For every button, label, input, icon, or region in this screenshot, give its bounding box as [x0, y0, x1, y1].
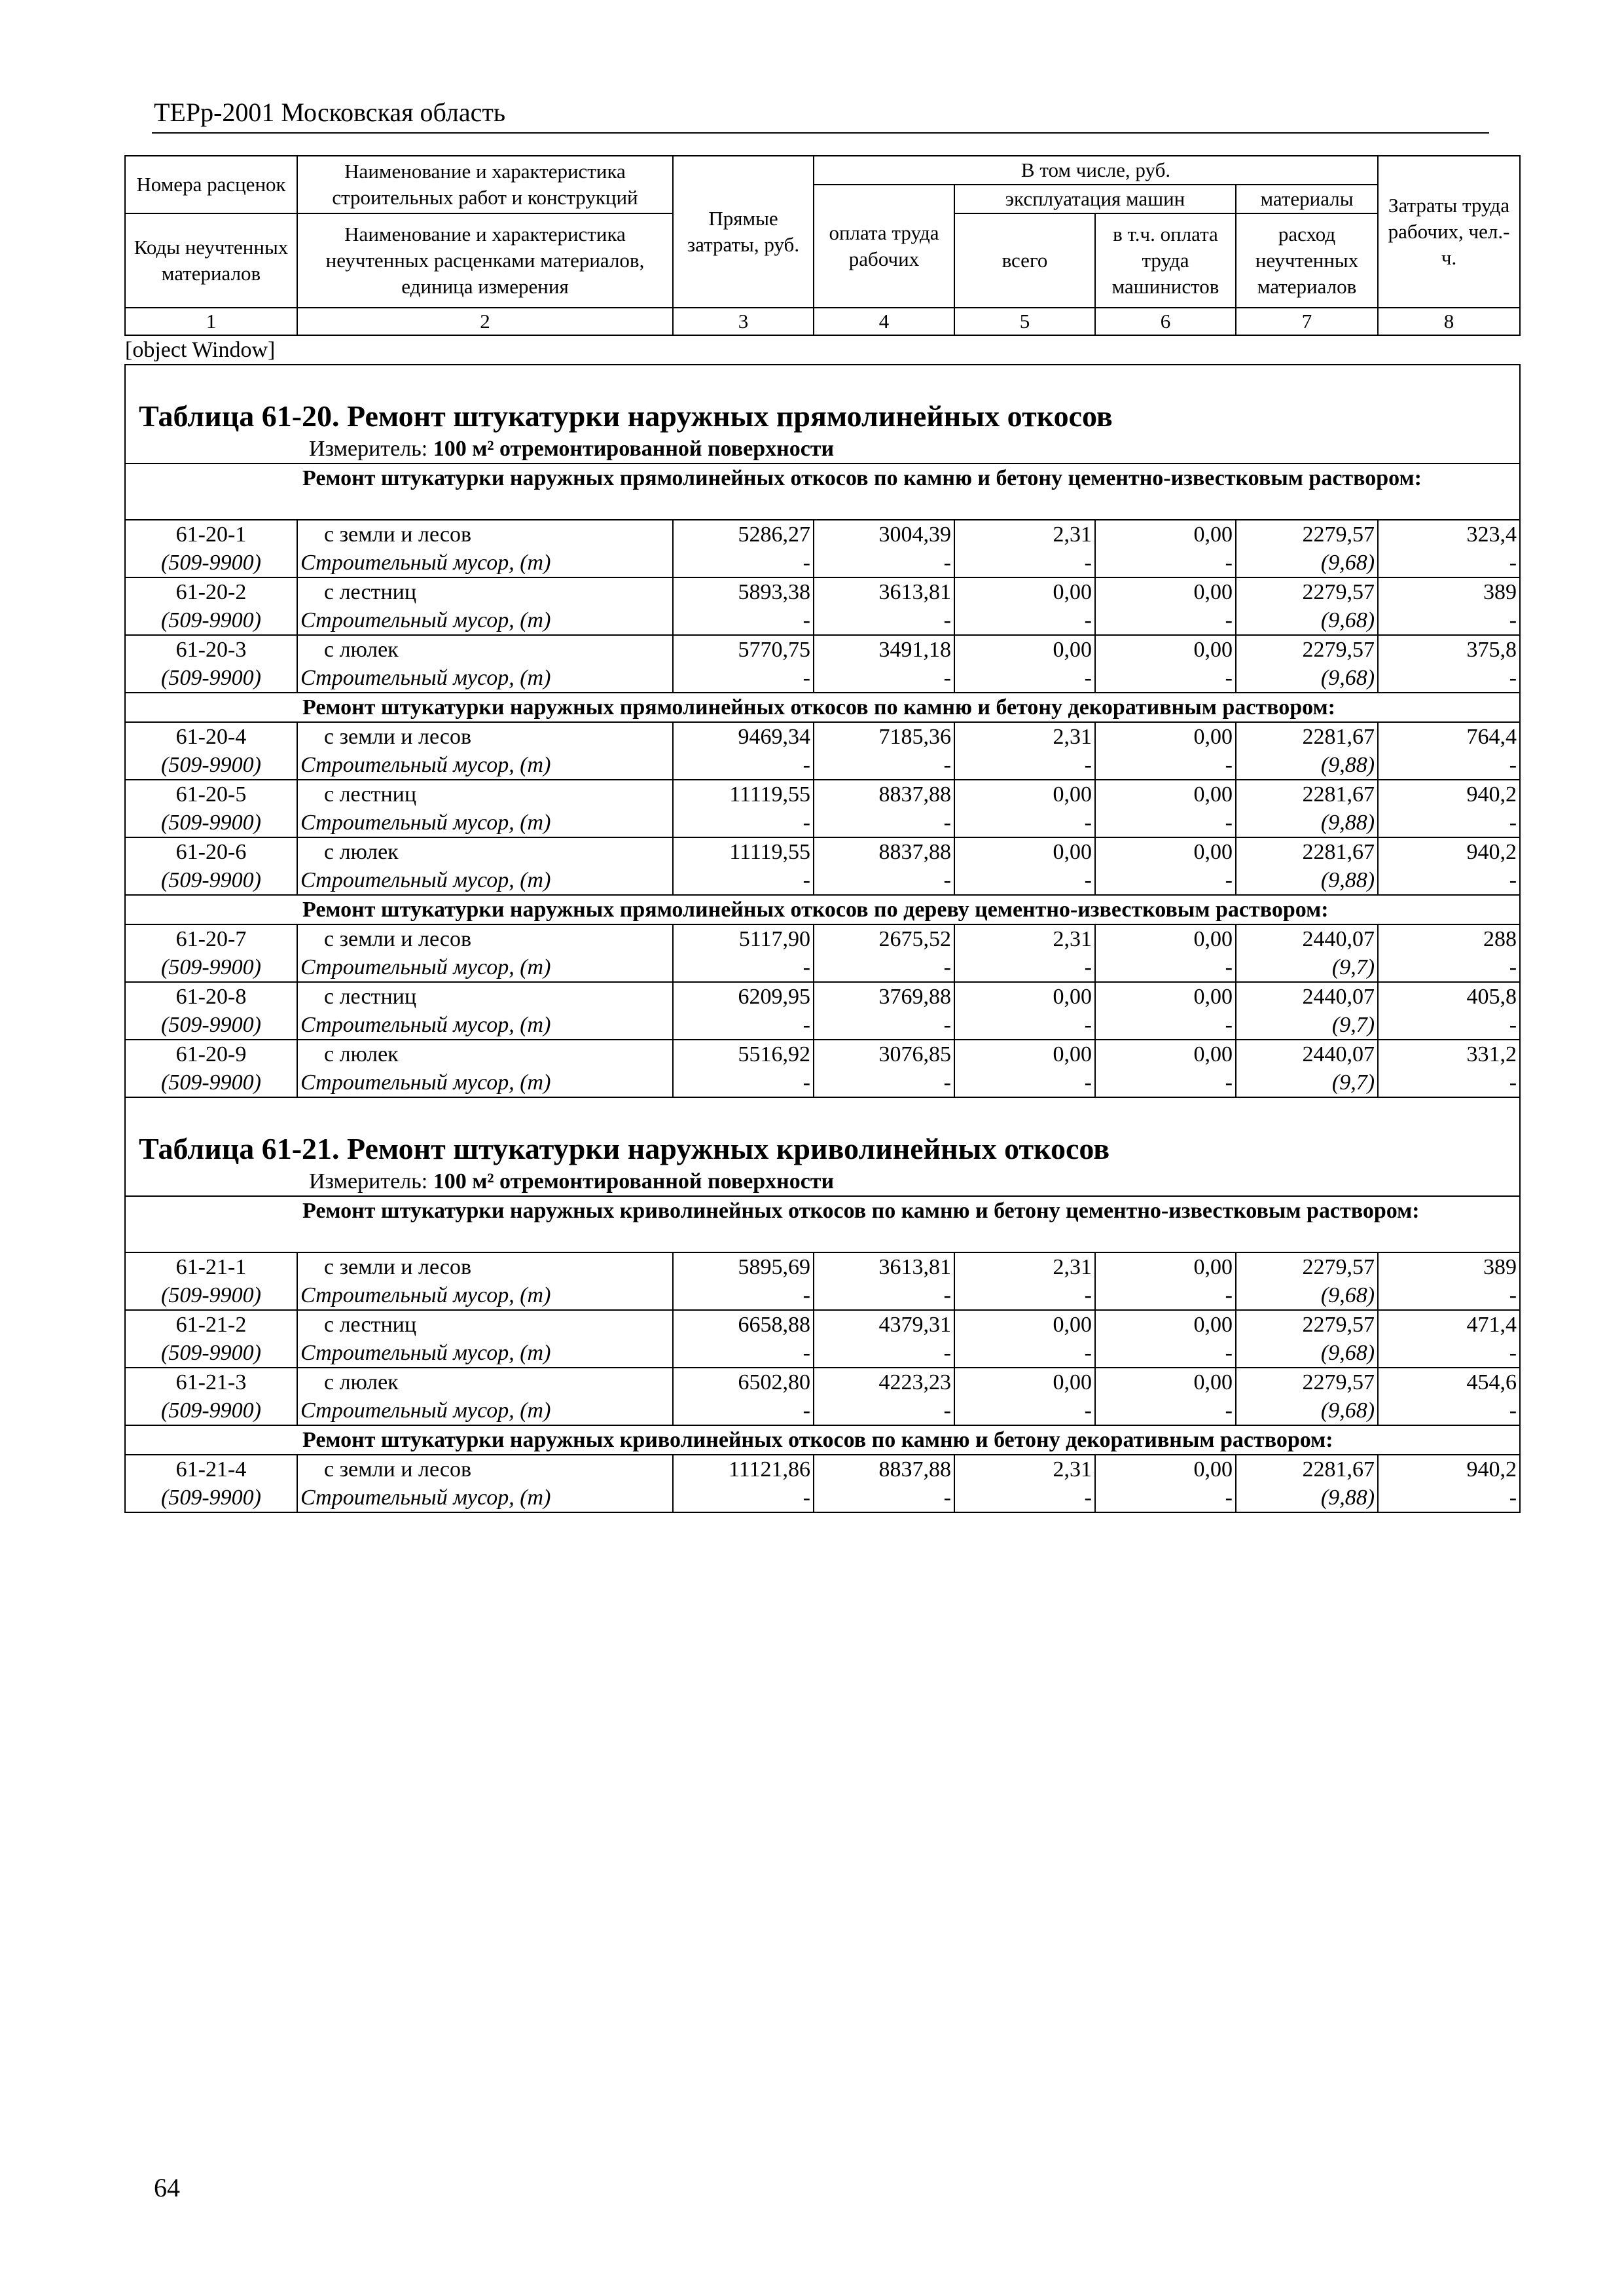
- col-number: 5: [954, 308, 1095, 335]
- dash-cell: -: [954, 1339, 1095, 1368]
- worker-pay: 4379,31: [814, 1310, 954, 1339]
- worker-pay: 3004,39: [814, 520, 954, 549]
- work-name: с лестниц: [297, 577, 673, 606]
- rate-code: 61-20-1: [125, 520, 297, 549]
- header-material-names: Наименование и характеристика неучтенных расценками материалов, единица измерения: [297, 213, 673, 308]
- dash-cell: -: [1095, 664, 1236, 693]
- material-code: (509-9900): [125, 549, 297, 577]
- meter-value: 100 м² отремонтированной поверхности: [433, 1169, 835, 1194]
- section-heading: Ремонт штукатурки наружных криволинейных откосов по камню и бетону цементно-известковым раствором:: [125, 1196, 1520, 1252]
- dash-cell: -: [1095, 606, 1236, 635]
- material-row: [125, 1339, 1520, 1368]
- material-name: Строительный мусор, (т): [297, 751, 673, 780]
- machinist-pay: 0,00: [1095, 837, 1236, 866]
- rate-code: 61-20-4: [125, 722, 297, 751]
- table-row: [125, 520, 1520, 549]
- dash-cell: -: [1095, 866, 1236, 895]
- header-including: В том числе, руб.: [814, 156, 1378, 185]
- materials-cost: 2279,57: [1236, 520, 1378, 549]
- material-name: Строительный мусор, (т): [297, 1339, 673, 1368]
- material-row: [125, 1281, 1520, 1310]
- worker-pay: 8837,88: [814, 837, 954, 866]
- dash-cell: -: [814, 1068, 954, 1097]
- meter-label: Измеритель:: [309, 1169, 428, 1194]
- worker-pay: 3613,81: [814, 1252, 954, 1281]
- work-name: с земли и лесов: [297, 1252, 673, 1281]
- dash-cell: -: [1095, 1068, 1236, 1097]
- dash-cell: -: [673, 953, 814, 982]
- dash-cell: -: [814, 1396, 954, 1425]
- labor-hours: 288: [1378, 924, 1520, 953]
- table-header: [125, 156, 1520, 335]
- work-name: с люлек: [297, 635, 673, 664]
- header-machinist-pay: в т.ч. оплата труда машинистов: [1095, 213, 1236, 308]
- direct-costs: 6209,95: [673, 982, 814, 1011]
- machinist-pay: 0,00: [1095, 982, 1236, 1011]
- dash-cell: -: [673, 866, 814, 895]
- material-quantity: (9,68): [1236, 1339, 1378, 1368]
- worker-pay: 3491,18: [814, 635, 954, 664]
- rate-code: 61-20-2: [125, 577, 297, 606]
- materials-cost: 2440,07: [1236, 924, 1378, 953]
- material-quantity: (9,68): [1236, 1281, 1378, 1310]
- rate-code: 61-20-5: [125, 780, 297, 809]
- material-quantity: (9,68): [1236, 664, 1378, 693]
- table-row: [125, 780, 1520, 809]
- materials-cost: 2440,07: [1236, 1040, 1378, 1068]
- dash-cell: -: [814, 1281, 954, 1310]
- dash-cell: -: [814, 1339, 954, 1368]
- labor-hours: 764,4: [1378, 722, 1520, 751]
- dash-cell: -: [673, 809, 814, 837]
- meter-row: [125, 1167, 1520, 1196]
- header-materials: материалы: [1236, 185, 1378, 213]
- section-heading-row: [125, 464, 1520, 520]
- table-row: [125, 837, 1520, 866]
- labor-hours: 940,2: [1378, 780, 1520, 809]
- machines-total: 0,00: [954, 1368, 1095, 1396]
- table-row: [125, 577, 1520, 606]
- material-quantity: (9,7): [1236, 953, 1378, 982]
- material-name: Строительный мусор, (т): [297, 866, 673, 895]
- machines-total: 0,00: [954, 1310, 1095, 1339]
- material-quantity: (9,68): [1236, 549, 1378, 577]
- materials-cost: 2279,57: [1236, 1310, 1378, 1339]
- table-title-row: [125, 365, 1520, 435]
- material-quantity: (9,68): [1236, 1396, 1378, 1425]
- rate-code: 61-21-2: [125, 1310, 297, 1339]
- work-name: с земли и лесов: [297, 520, 673, 549]
- worker-pay: 3769,88: [814, 982, 954, 1011]
- dash-cell: -: [1378, 1068, 1520, 1097]
- rate-code: 61-20-7: [125, 924, 297, 953]
- material-code: (509-9900): [125, 1396, 297, 1425]
- table-row: [125, 1310, 1520, 1339]
- dash-cell: -: [954, 751, 1095, 780]
- dash-cell: -: [1378, 866, 1520, 895]
- materials-cost: 2279,57: [1236, 1252, 1378, 1281]
- table-61-21: [125, 1097, 1520, 1512]
- material-row: [125, 1068, 1520, 1097]
- dash-cell: -: [814, 664, 954, 693]
- machinist-pay: 0,00: [1095, 520, 1236, 549]
- dash-cell: -: [673, 1396, 814, 1425]
- direct-costs: 5895,69: [673, 1252, 814, 1281]
- direct-costs: 6658,88: [673, 1310, 814, 1339]
- material-quantity: (9,88): [1236, 1484, 1378, 1512]
- dash-cell: -: [814, 866, 954, 895]
- column-numbers-row: [125, 308, 1520, 335]
- header-worker-pay: оплата труда рабочих: [814, 185, 954, 308]
- material-quantity: (9,88): [1236, 809, 1378, 837]
- material-code: (509-9900): [125, 606, 297, 635]
- material-row: [125, 606, 1520, 635]
- direct-costs: 11119,55: [673, 780, 814, 809]
- section-heading: Ремонт штукатурки наружных прямолинейных откосов по дереву цементно-известковым раствором:: [125, 895, 1520, 924]
- material-code: (509-9900): [125, 866, 297, 895]
- header-work-name: Наименование и характеристика строительных работ и конструкций: [297, 156, 673, 213]
- labor-hours: 389: [1378, 1252, 1520, 1281]
- material-row: [125, 809, 1520, 837]
- section-heading: Ремонт штукатурки наружных прямолинейных откосов по камню и бетону декоративным раствором:: [125, 693, 1520, 722]
- material-row: [125, 1484, 1520, 1512]
- dash-cell: -: [673, 1281, 814, 1310]
- materials-cost: 2440,07: [1236, 982, 1378, 1011]
- material-name: Строительный мусор, (т): [297, 1484, 673, 1512]
- rate-code: 61-21-4: [125, 1455, 297, 1484]
- dash-cell: -: [954, 606, 1095, 635]
- dash-cell: -: [814, 751, 954, 780]
- machinist-pay: 0,00: [1095, 722, 1236, 751]
- dash-cell: -: [954, 953, 1095, 982]
- direct-costs: 6502,80: [673, 1368, 814, 1396]
- machines-total: 0,00: [954, 837, 1095, 866]
- labor-hours: 454,6: [1378, 1368, 1520, 1396]
- material-code: (509-9900): [125, 1281, 297, 1310]
- machinist-pay: 0,00: [1095, 1310, 1236, 1339]
- worker-pay: 2675,52: [814, 924, 954, 953]
- dash-cell: -: [1095, 1281, 1236, 1310]
- work-name: с лестниц: [297, 1310, 673, 1339]
- machinist-pay: 0,00: [1095, 1455, 1236, 1484]
- machines-total: 0,00: [954, 577, 1095, 606]
- materials-cost: 2279,57: [1236, 577, 1378, 606]
- work-name: с лестниц: [297, 982, 673, 1011]
- material-row: [125, 866, 1520, 895]
- dash-cell: -: [673, 1068, 814, 1097]
- table-row: [125, 1368, 1520, 1396]
- direct-costs: 5516,92: [673, 1040, 814, 1068]
- labor-hours: 389: [1378, 577, 1520, 606]
- direct-costs: 5893,38: [673, 577, 814, 606]
- dash-cell: -: [814, 953, 954, 982]
- machinist-pay: 0,00: [1095, 924, 1236, 953]
- dash-cell: -: [673, 1011, 814, 1040]
- section-heading-row: [125, 1425, 1520, 1455]
- header-labor-costs: Затраты труда рабочих, чел.-ч.: [1378, 156, 1520, 308]
- price-table: [124, 155, 1521, 1513]
- material-code: (509-9900): [125, 953, 297, 982]
- labor-hours: 940,2: [1378, 1455, 1520, 1484]
- material-quantity: (9,88): [1236, 751, 1378, 780]
- dash-cell: -: [1378, 1011, 1520, 1040]
- direct-costs: 5117,90: [673, 924, 814, 953]
- worker-pay: 4223,23: [814, 1368, 954, 1396]
- machines-total: 2,31: [954, 1455, 1095, 1484]
- materials-cost: 2281,67: [1236, 780, 1378, 809]
- rate-code: 61-20-9: [125, 1040, 297, 1068]
- header-material-codes: Коды неучтенных материалов: [125, 213, 297, 308]
- table-row: [125, 1252, 1520, 1281]
- dash-cell: -: [1378, 953, 1520, 982]
- direct-costs: 11119,55: [673, 837, 814, 866]
- material-name: Строительный мусор, (т): [297, 1011, 673, 1040]
- machines-total: 0,00: [954, 780, 1095, 809]
- rate-code: 61-21-3: [125, 1368, 297, 1396]
- materials-cost: 2279,57: [1236, 1368, 1378, 1396]
- running-head: ТЕРр-2001 Московская область: [154, 98, 506, 127]
- dash-cell: -: [954, 1484, 1095, 1512]
- meter-row: [125, 435, 1520, 464]
- machines-total: 0,00: [954, 635, 1095, 664]
- dash-cell: -: [673, 664, 814, 693]
- machines-total: 2,31: [954, 520, 1095, 549]
- meter-value: 100 м² отремонтированной поверхности: [433, 437, 835, 461]
- dash-cell: -: [1095, 1011, 1236, 1040]
- material-row: [125, 751, 1520, 780]
- table-title-row: [125, 1097, 1520, 1167]
- dash-cell: -: [1095, 1396, 1236, 1425]
- dash-cell: -: [954, 866, 1095, 895]
- material-name: Строительный мусор, (т): [297, 549, 673, 577]
- material-name: Строительный мусор, (т): [297, 1281, 673, 1310]
- section-heading: Ремонт штукатурки наружных криволинейных откосов по камню и бетону декоративным раствором:: [125, 1425, 1520, 1455]
- table-61-20: [125, 365, 1520, 1097]
- dash-cell: -: [673, 1484, 814, 1512]
- material-code: (509-9900): [125, 1339, 297, 1368]
- material-row: [125, 953, 1520, 982]
- dash-cell: -: [954, 664, 1095, 693]
- table-title: Таблица 61-20. Ремонт штукатурки наружных прямолинейных откосов: [125, 365, 1520, 435]
- table-row: [125, 1455, 1520, 1484]
- material-name: Строительный мусор, (т): [297, 1396, 673, 1425]
- materials-cost: 2281,67: [1236, 837, 1378, 866]
- col-number: 6: [1095, 308, 1236, 335]
- material-row: [125, 664, 1520, 693]
- table-row: [125, 982, 1520, 1011]
- work-name: с люлек: [297, 837, 673, 866]
- dash-cell: -: [954, 1011, 1095, 1040]
- material-code: (509-9900): [125, 751, 297, 780]
- table-body-top: [object Window]: [125, 338, 276, 362]
- header-direct-costs: Прямые затраты, руб.: [673, 156, 814, 308]
- dash-cell: -: [814, 549, 954, 577]
- work-name: с земли и лесов: [297, 1455, 673, 1484]
- direct-costs: 9469,34: [673, 722, 814, 751]
- dash-cell: -: [814, 1011, 954, 1040]
- worker-pay: 7185,36: [814, 722, 954, 751]
- header-rule: [152, 132, 1489, 134]
- header-machines-total: всего: [954, 213, 1095, 308]
- material-name: Строительный мусор, (т): [297, 809, 673, 837]
- labor-hours: 323,4: [1378, 520, 1520, 549]
- dash-cell: -: [1095, 751, 1236, 780]
- work-name: с лестниц: [297, 780, 673, 809]
- section-heading-row: [125, 1196, 1520, 1252]
- dash-cell: -: [1378, 664, 1520, 693]
- labor-hours: 471,4: [1378, 1310, 1520, 1339]
- materials-cost: 2281,67: [1236, 1455, 1378, 1484]
- machines-total: 2,31: [954, 924, 1095, 953]
- labor-hours: 375,8: [1378, 635, 1520, 664]
- dash-cell: -: [1378, 1281, 1520, 1310]
- machinist-pay: 0,00: [1095, 1368, 1236, 1396]
- dash-cell: -: [954, 1281, 1095, 1310]
- material-code: (509-9900): [125, 809, 297, 837]
- material-code: (509-9900): [125, 1484, 297, 1512]
- section-heading-row: [125, 693, 1520, 722]
- table-row: [125, 635, 1520, 664]
- material-quantity: (9,7): [1236, 1011, 1378, 1040]
- materials-cost: 2281,67: [1236, 722, 1378, 751]
- dash-cell: -: [1095, 953, 1236, 982]
- dash-cell: -: [673, 549, 814, 577]
- materials-cost: 2279,57: [1236, 635, 1378, 664]
- work-name: с люлек: [297, 1368, 673, 1396]
- machines-total: 0,00: [954, 1040, 1095, 1068]
- material-row: [125, 1011, 1520, 1040]
- worker-pay: 8837,88: [814, 1455, 954, 1484]
- work-name: с земли и лесов: [297, 722, 673, 751]
- dash-cell: -: [1378, 606, 1520, 635]
- dash-cell: -: [1378, 1339, 1520, 1368]
- dash-cell: -: [954, 1396, 1095, 1425]
- machines-total: 2,31: [954, 722, 1095, 751]
- page-number: 64: [154, 2173, 180, 2202]
- dash-cell: -: [673, 1339, 814, 1368]
- col-number: 3: [673, 308, 814, 335]
- machinist-pay: 0,00: [1095, 780, 1236, 809]
- material-name: Строительный мусор, (т): [297, 606, 673, 635]
- dash-cell: -: [1378, 1396, 1520, 1425]
- header-machines: эксплуатация машин: [954, 185, 1236, 213]
- dash-cell: -: [1378, 1484, 1520, 1512]
- work-name: с земли и лесов: [297, 924, 673, 953]
- material-quantity: (9,88): [1236, 866, 1378, 895]
- material-name: Строительный мусор, (т): [297, 664, 673, 693]
- table-row: [125, 924, 1520, 953]
- dash-cell: -: [814, 1484, 954, 1512]
- table-row: [125, 1040, 1520, 1068]
- dash-cell: -: [1378, 751, 1520, 780]
- direct-costs: 5770,75: [673, 635, 814, 664]
- material-code: (509-9900): [125, 664, 297, 693]
- material-code: (509-9900): [125, 1068, 297, 1097]
- rate-code: 61-20-6: [125, 837, 297, 866]
- material-name: Строительный мусор, (т): [297, 1068, 673, 1097]
- dash-cell: -: [673, 606, 814, 635]
- material-name: Строительный мусор, (т): [297, 953, 673, 982]
- machinist-pay: 0,00: [1095, 1252, 1236, 1281]
- dash-cell: -: [814, 809, 954, 837]
- labor-hours: 405,8: [1378, 982, 1520, 1011]
- meter-label: Измеритель:: [309, 437, 428, 461]
- dash-cell: -: [954, 809, 1095, 837]
- labor-hours: 331,2: [1378, 1040, 1520, 1068]
- header-rate-numbers: Номера расценок: [125, 156, 297, 213]
- col-number: 1: [125, 308, 297, 335]
- material-row: [125, 549, 1520, 577]
- direct-costs: 5286,27: [673, 520, 814, 549]
- header-material-consumption: расход неучтенных материалов: [1236, 213, 1378, 308]
- rate-code: 61-21-1: [125, 1252, 297, 1281]
- col-number: 7: [1236, 308, 1378, 335]
- dash-cell: -: [1095, 1339, 1236, 1368]
- dash-cell: -: [673, 751, 814, 780]
- direct-costs: 11121,86: [673, 1455, 814, 1484]
- rate-code: 61-20-8: [125, 982, 297, 1011]
- section-heading-row: [125, 895, 1520, 924]
- machines-total: 2,31: [954, 1252, 1095, 1281]
- table-title: Таблица 61-21. Ремонт штукатурки наружных криволинейных откосов: [125, 1097, 1520, 1167]
- machinist-pay: 0,00: [1095, 577, 1236, 606]
- material-quantity: (9,7): [1236, 1068, 1378, 1097]
- worker-pay: 8837,88: [814, 780, 954, 809]
- material-row: [125, 1396, 1520, 1425]
- dash-cell: -: [814, 606, 954, 635]
- dash-cell: -: [1378, 809, 1520, 837]
- labor-hours: 940,2: [1378, 837, 1520, 866]
- dash-cell: -: [954, 1068, 1095, 1097]
- price-table-wrapper: [124, 155, 1519, 1513]
- machinist-pay: 0,00: [1095, 635, 1236, 664]
- dash-cell: -: [1378, 549, 1520, 577]
- machinist-pay: 0,00: [1095, 1040, 1236, 1068]
- table-row: [125, 722, 1520, 751]
- rate-code: 61-20-3: [125, 635, 297, 664]
- dash-cell: -: [1095, 1484, 1236, 1512]
- col-number: 8: [1378, 308, 1520, 335]
- worker-pay: 3076,85: [814, 1040, 954, 1068]
- col-number: 2: [297, 308, 673, 335]
- machines-total: 0,00: [954, 982, 1095, 1011]
- material-quantity: (9,68): [1236, 606, 1378, 635]
- section-heading: Ремонт штукатурки наружных прямолинейных откосов по камню и бетону цементно-известковым раствором:: [125, 464, 1520, 520]
- work-name: с люлек: [297, 1040, 673, 1068]
- dash-cell: -: [1095, 549, 1236, 577]
- dash-cell: -: [954, 549, 1095, 577]
- dash-cell: -: [1095, 809, 1236, 837]
- material-code: (509-9900): [125, 1011, 297, 1040]
- col-number: 4: [814, 308, 954, 335]
- worker-pay: 3613,81: [814, 577, 954, 606]
